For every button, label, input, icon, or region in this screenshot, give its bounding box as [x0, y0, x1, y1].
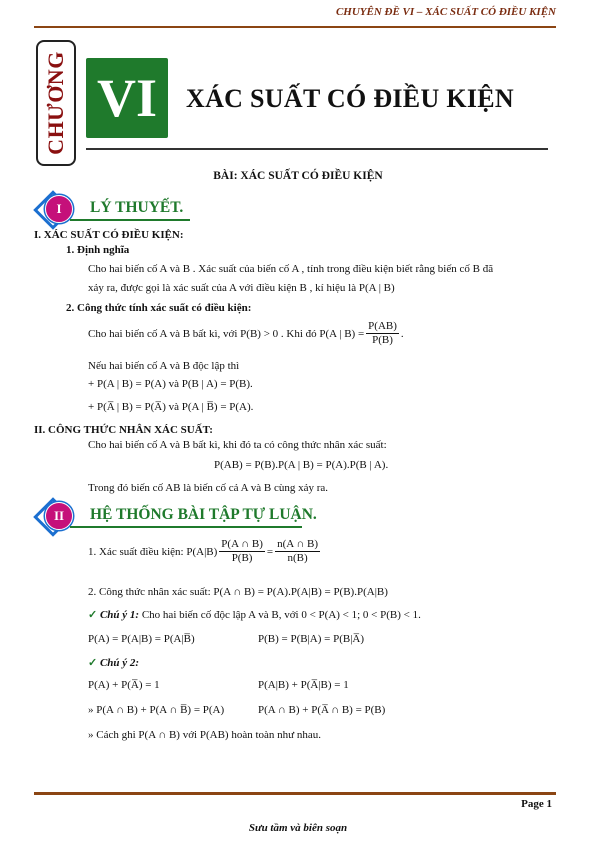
note-2-formula-4: P(A ∩ B) + P(A̅ ∩ B) = P(B) — [258, 704, 386, 716]
item1-numerator-1: P(A ∩ B) — [221, 538, 263, 550]
note-2-label: Chú ý 2: — [99, 657, 140, 669]
multiplication-note: Trong đó biến cố AB là biến cố cả A và B cùng xảy ra. — [88, 482, 329, 494]
note-1-text: Cho hai biến cố độc lập A và B, với 0 < P(A) < 1; 0 < P(B) < 1. — [141, 609, 421, 621]
note-1-formula-1: P(A) = P(A|B) = P(A|B̅) — [88, 633, 195, 645]
formula-numerator: P(AB) — [368, 320, 397, 332]
multiplication-lead: Cho hai biến cố A và B bất kì, khi đó ta có công thức nhân xác suất: — [88, 439, 387, 451]
multiplication-formula: P(AB) = P(B).P(A | B) = P(A).P(B | A). — [214, 459, 389, 471]
item1-fraction-1 — [219, 538, 265, 565]
chapter-title-rule — [86, 148, 548, 150]
formula-row: Cho hai biến cố A và B bất kì, với P(B) > 0 . Khi đó P(A | B) = $\frac{P(AB)}{P(B)}$ . — [88, 320, 404, 346]
note-1-formula-2: P(B) = P(B|A) = P(B|A̅) — [258, 633, 365, 645]
note-1-label: Chú ý 1: — [99, 609, 140, 621]
lesson-title: BÀI: XÁC SUẤT CÓ ĐIỀU KIỆN — [213, 170, 383, 182]
section-title-2: HỆ THỐNG BÀI TẬP TỰ LUẬN. — [90, 506, 317, 523]
check-icon: ✓ — [88, 657, 98, 669]
subheading-formula: 2. Công thức tính xác suất có điều kiện: — [66, 302, 252, 314]
formula-lead: Cho hai biến cố A và B bất kì, với P(B) > 0 . Khi đó P(A | B) = — [88, 327, 365, 340]
heading-multiplication: II. CÔNG THỨC NHÂN XÁC SUẤT: — [34, 424, 213, 436]
chapter-label-box — [36, 40, 76, 166]
item1-lead: 1. Xác suất điều kiện: P(A|B) — [88, 545, 218, 558]
section-underline-1 — [70, 219, 190, 221]
chapter-number: VI — [86, 58, 168, 138]
item1-denominator-1: P(B) — [231, 552, 253, 564]
section-badge-2 — [36, 499, 74, 531]
page-number: Page 1 — [521, 798, 552, 810]
independence-rule-2: + P(A̅ | B) = P(A̅) và P(A | B̅) = P(A). — [88, 401, 254, 413]
note-2-formula-2: P(A|B) + P(A̅|B) = 1 — [258, 679, 349, 691]
section-badge-1 — [36, 192, 74, 224]
footer-rule — [34, 792, 556, 795]
note-2-formula-1: P(A) + P(A̅) = 1 — [88, 679, 160, 691]
section-number-2: II — [45, 502, 73, 530]
formula-fraction — [366, 320, 399, 347]
item1-fraction-2 — [275, 538, 320, 565]
section-underline-2 — [70, 526, 302, 528]
chapter-label: CHƯƠNG — [43, 51, 68, 155]
independence-rule-1: + P(A | B) = P(A) và P(B | A) = P(B). — [88, 378, 253, 390]
note-1 — [88, 608, 421, 622]
note-2-formula-3: » P(A ∩ B) + P(A ∩ B̅) = P(A) — [88, 704, 225, 716]
header-rule — [34, 26, 556, 28]
item1-equals: = — [266, 545, 274, 558]
subheading-definition: 1. Định nghĩa — [66, 244, 130, 256]
item1-denominator-2: n(B) — [287, 552, 308, 564]
section-title-1: LÝ THUYẾT. — [90, 199, 184, 216]
formula-denominator: P(B) — [372, 334, 393, 346]
check-icon: ✓ — [88, 609, 98, 621]
item1-numerator-2: n(A ∩ B) — [277, 538, 319, 550]
running-header: CHUYÊN ĐỀ VI – XÁC SUẤT CÓ ĐIỀU KIỆN — [335, 6, 556, 18]
note-2 — [88, 656, 139, 670]
footer-credit: Sưu tầm và biên soạn — [248, 822, 348, 834]
definition-line-2: xảy ra, được gọi là xác suất của A với điều kiện B , kí hiệu là P(A | B) — [88, 282, 395, 294]
definition-line-1: Cho hai biến cố A và B . Xác suất của biến cố A , tính trong điều kiện biết rằng biến cố B đã — [88, 263, 494, 275]
note-2-formula-5: » Cách ghi P(A ∩ B) với P(AB) hoàn toàn như nhau. — [88, 729, 321, 741]
exercise-item-2: 2. Công thức nhân xác suất: P(A ∩ B) = P(A).P(A|B) = P(B).P(A|B) — [88, 586, 388, 598]
chapter-title: XÁC SUẤT CÓ ĐIỀU KIỆN — [186, 84, 514, 113]
section-number-1: I — [45, 195, 73, 223]
independence-lead: Nếu hai biến cố A và B độc lập thì — [88, 360, 240, 372]
heading-conditional-probability: I. XÁC SUẤT CÓ ĐIỀU KIỆN: — [34, 229, 184, 241]
exercise-item-1 — [88, 538, 322, 565]
